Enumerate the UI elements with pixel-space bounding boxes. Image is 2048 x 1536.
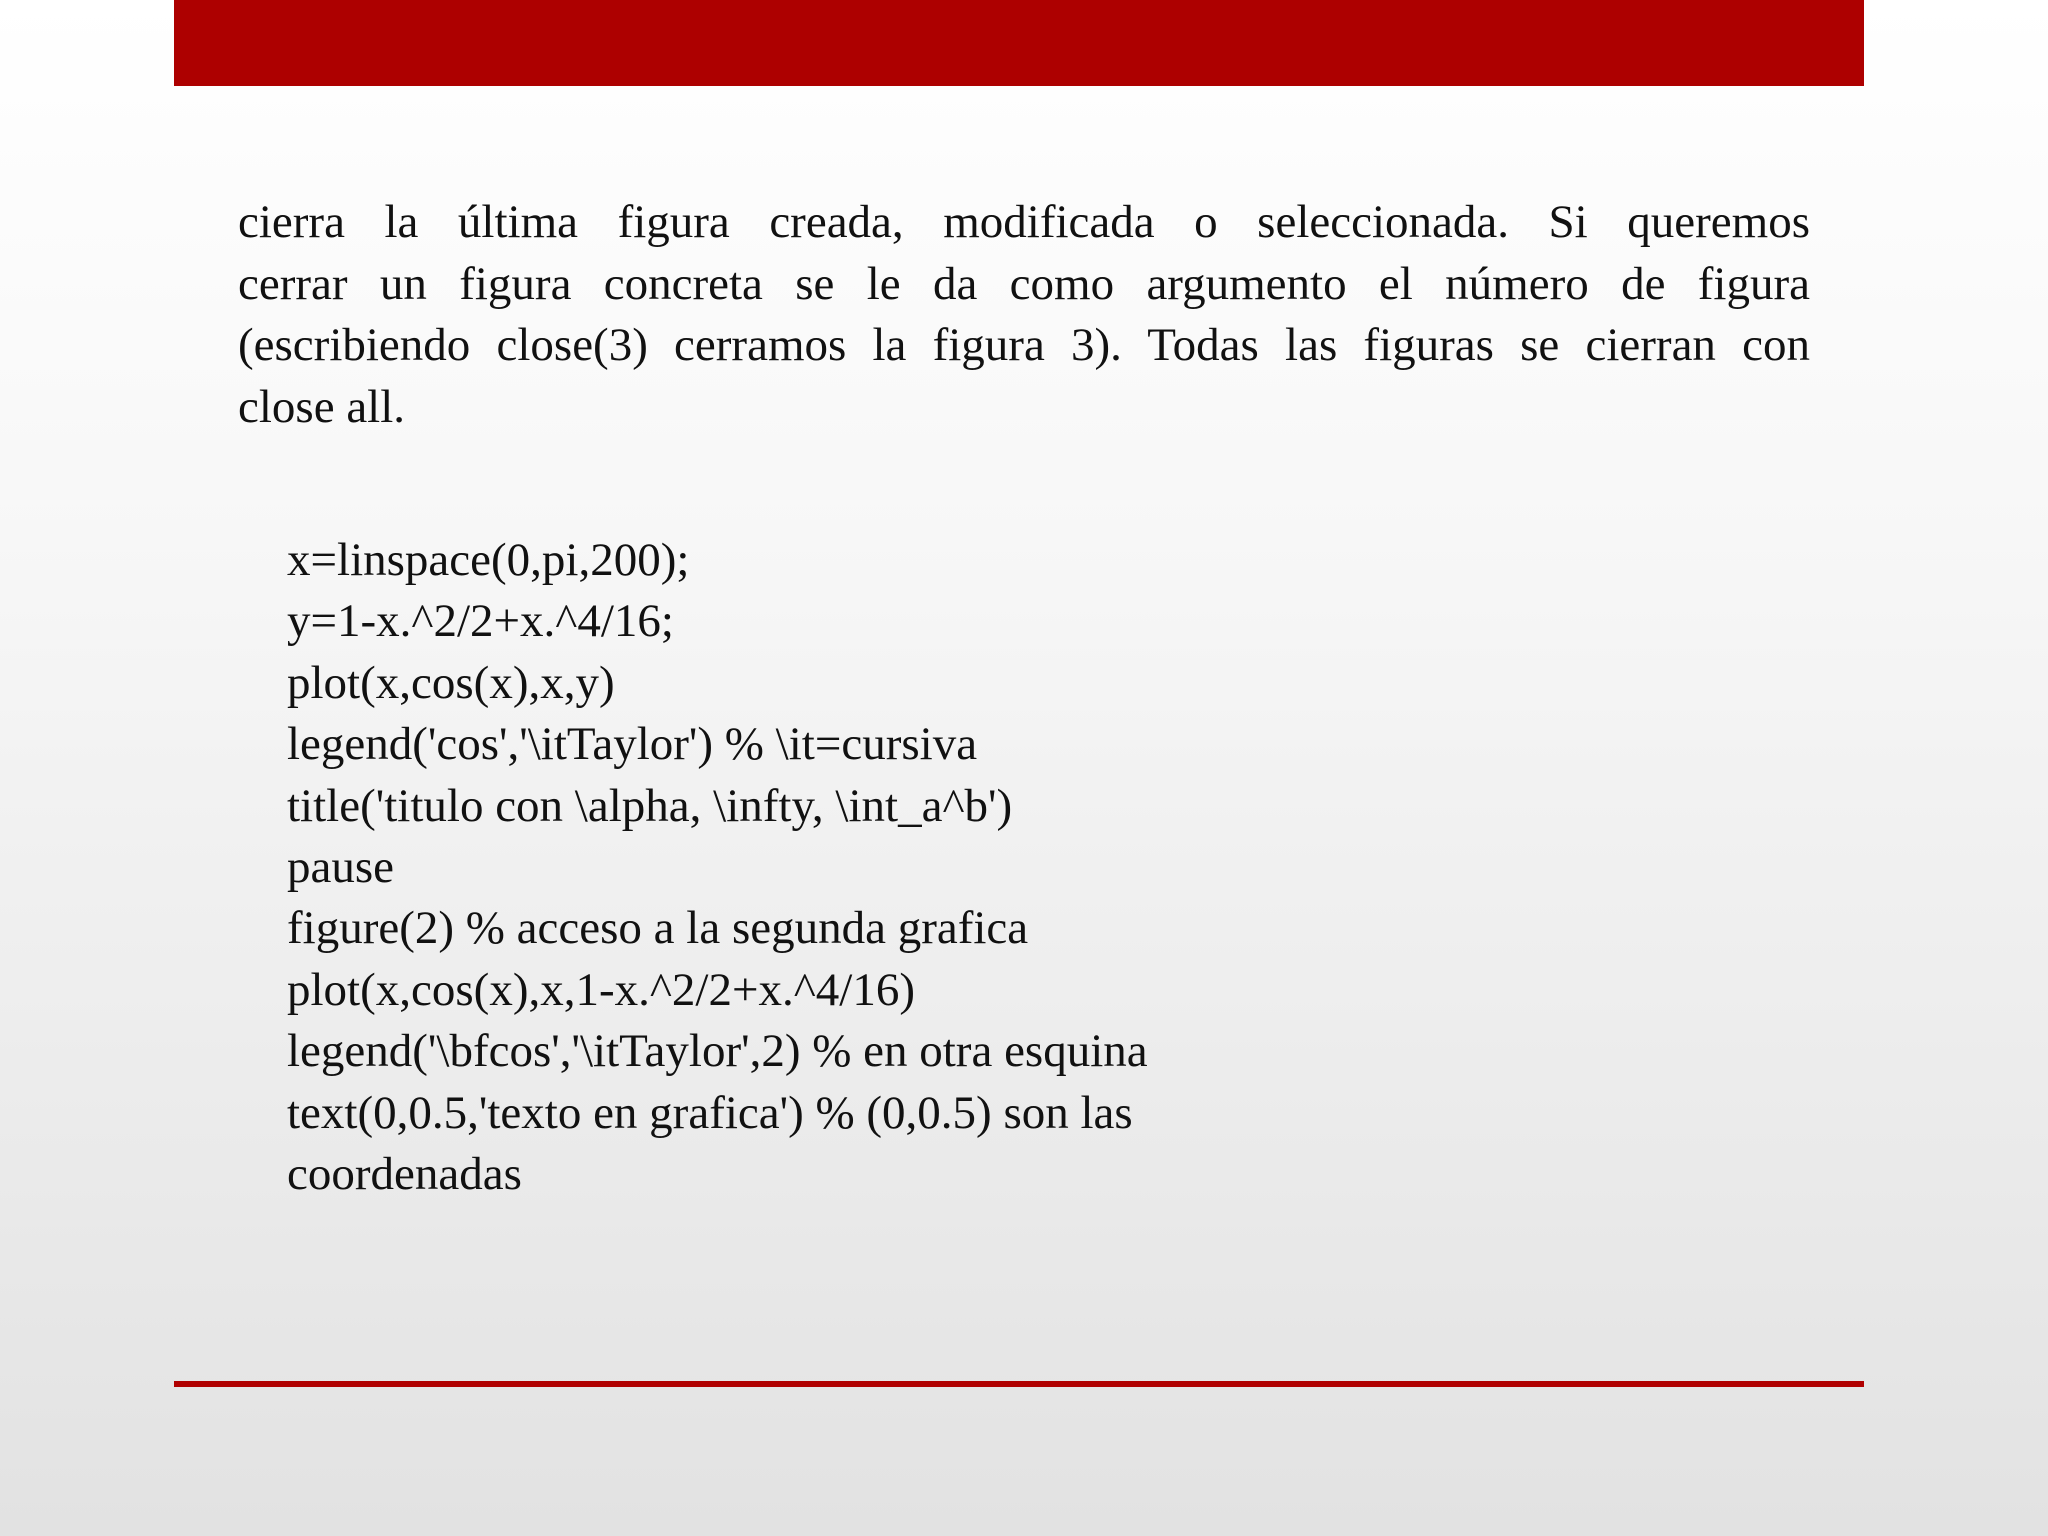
code-block xyxy=(287,530,1148,1205)
code-line: plot(x,cos(x),x,y) xyxy=(287,656,615,709)
code-line: text(0,0.5,'texto en grafica') % (0,0.5) son las xyxy=(287,1086,1133,1139)
code-line: x=linspace(0,pi,200); xyxy=(287,534,690,586)
intro-line: close all. xyxy=(238,380,406,433)
code-line: plot(x,cos(x),x,1-x.^2/2+x.^4/16) xyxy=(287,963,916,1016)
header-bar xyxy=(174,0,1864,86)
code-line: y=1-x.^2/2+x.^4/16; xyxy=(287,595,674,648)
intro-line: cierra la última figura creada, modificada o seleccionada. Si queremos xyxy=(238,196,1810,248)
intro-paragraph xyxy=(238,192,1810,438)
intro-line: cerrar un figura concreta se le da como argumento el número de figura xyxy=(238,257,1810,310)
code-line: pause xyxy=(287,841,395,894)
code-line: coordenadas xyxy=(287,1148,522,1201)
code-line: legend('cos','\itTaylor') % \it=cursiva xyxy=(287,718,978,771)
footer-rule xyxy=(174,1381,1864,1387)
code-line: figure(2) % acceso a la segunda grafica xyxy=(287,902,1029,955)
code-line: legend('\bfcos','\itTaylor',2) % en otra esquina xyxy=(287,1025,1148,1078)
code-line: title('titulo con \alpha, \infty, \int_a^b') xyxy=(287,779,1013,832)
intro-line: (escribiendo close(3) cerramos la figura 3). Todas las figuras se cierran con xyxy=(238,319,1810,371)
